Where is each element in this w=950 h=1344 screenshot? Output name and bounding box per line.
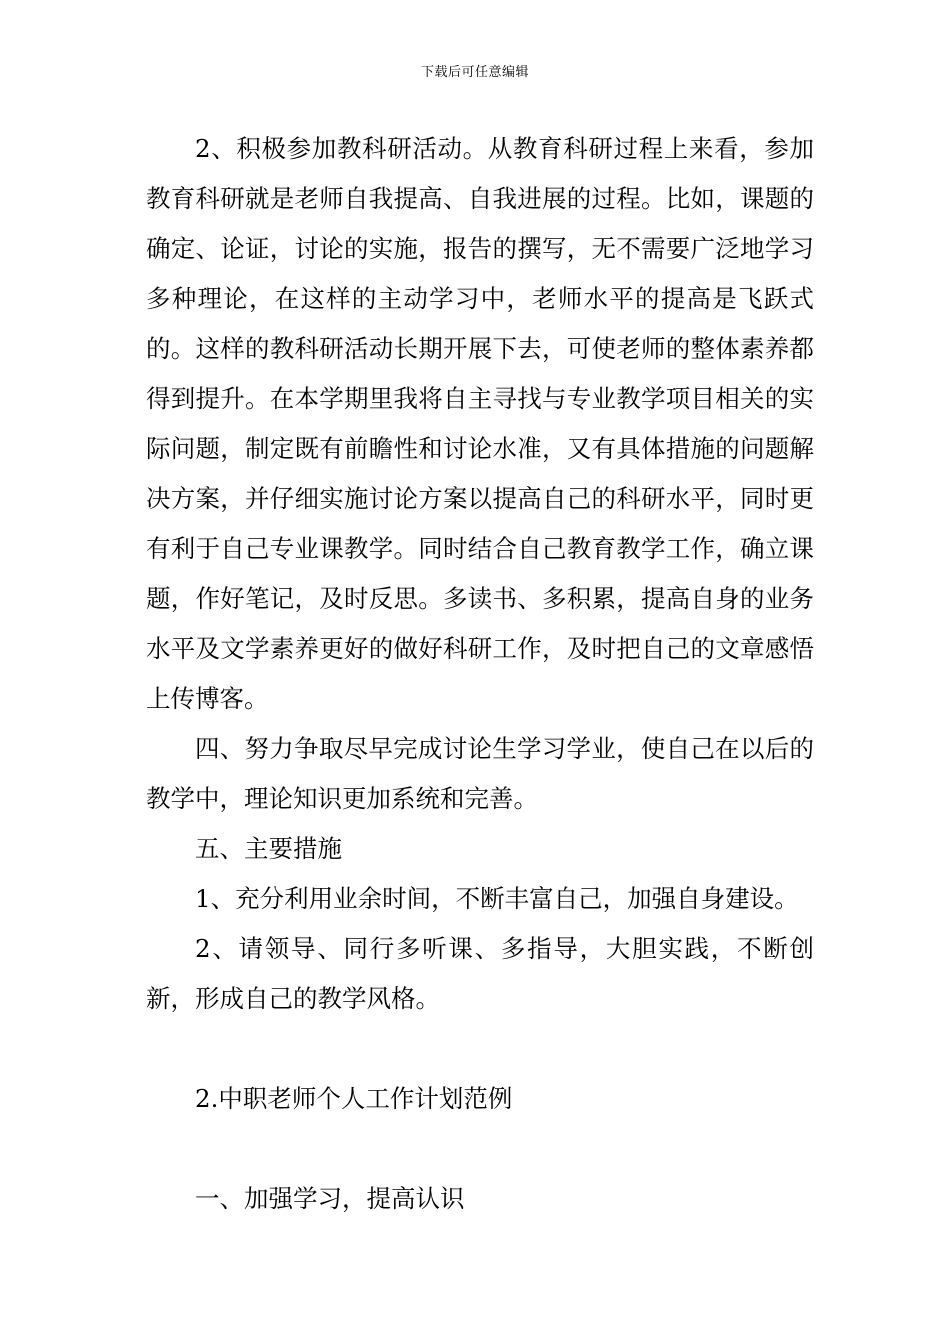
spacer [146, 1024, 814, 1074]
paragraph-measure-1: 1、充分利用业余时间，不断丰富自己，加强自身建设。 [195, 884, 799, 913]
paragraph-measure-2: 2、请领导、同行多听课、多指导，大胆实践，不断创新，形成自己的教学风格。 [146, 934, 814, 1013]
paragraph-graduate-study: 四、努力争取尽早完成讨论生学习学业，使自己在以后的教学中，理论知识更加系统和完善。 [146, 734, 814, 813]
document-body [146, 124, 814, 1224]
paragraph-research-activities: 2、积极参加教科研活动。从教育科研过程上来看，参加教育科研就是老师自我提高、自我进展的过程。比如，课题的确定、论证，讨论的实施，报告的撰写，无不需要广泛地学习多种理论，在这样的主动学习中，老师水平的提高是飞跃式的。这样的教科研活动长期开展下去，可使老师的整体素养都得到提升。在本学期里我将自主寻找与专业教学项目相关的实际问题，制定既有前瞻性和讨论水准，又有具体措施的问题解决方案，并仔细实施讨论方案以提高自己的科研水平，同时更有利于自己专业课教学。同时结合自己教育教学工作，确立课题，作好笔记，及时反思。多读书、多积累，提高自身的业务水平及文学素养更好的做好科研工作，及时把自己的文章感悟上传博客。 [146, 134, 814, 713]
section-heading-main-measures: 五、主要措施 [195, 834, 342, 863]
document-title-2: 2.中职老师个人工作计划范例 [195, 1084, 513, 1113]
spacer [146, 1124, 814, 1174]
page-header: 下载后可任意编辑 [420, 65, 529, 80]
section-heading-strengthen-learning: 一、加强学习，提高认识 [195, 1184, 465, 1213]
